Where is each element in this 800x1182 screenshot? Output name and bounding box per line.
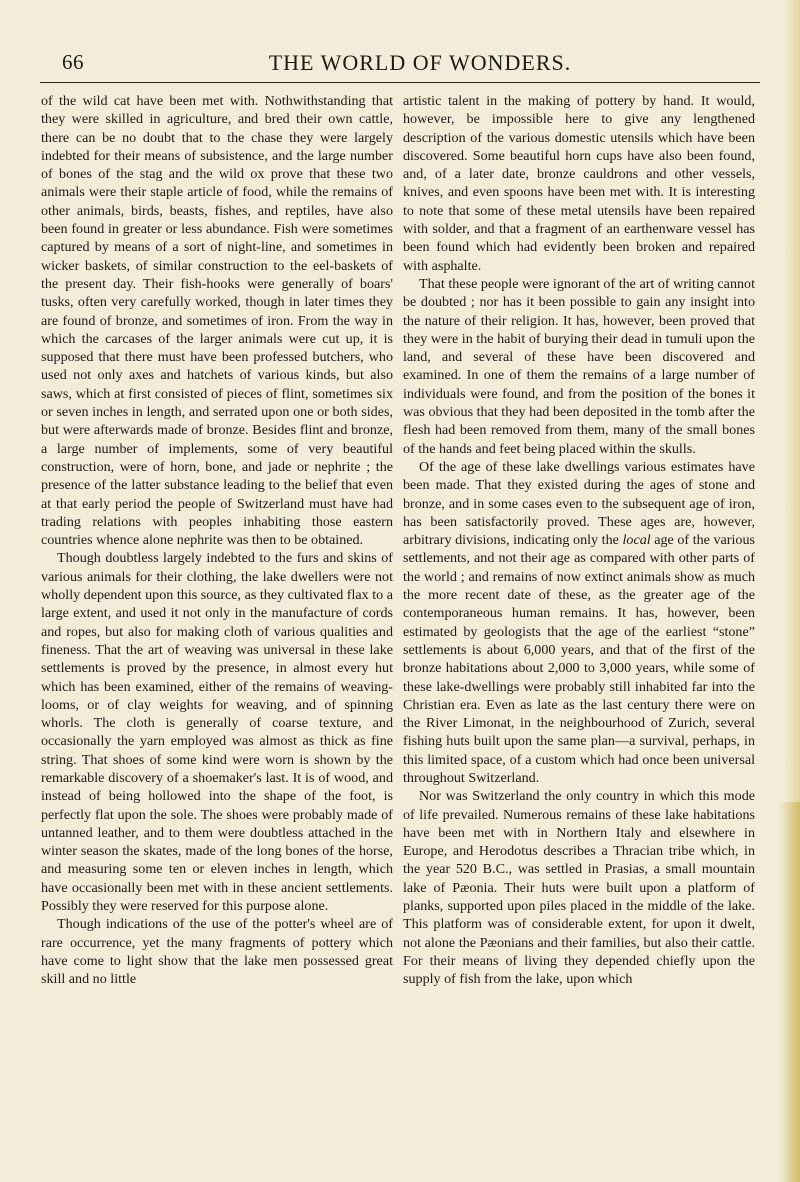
right-column: [403, 92, 755, 989]
paragraph: Nor was Switzerland the only country in which this mode of life prevailed. Numerous remains of these lake habitations have been met with in Northern Italy and elsewhere in Europe, and Herodotus describes a Thracian tribe which, in the year 520 B.C., was settled in Prasias, a small mountain lake of Pæonia. Their huts were built upon a platform of planks, supported upon piles placed in the middle of the lake. This platform was of considerable extent, for upon it dwelt, not alone the Pæonians and their families, but also their cattle. For their means of living they depended chiefly upon the supply of fish from the lake, upon which: [403, 788, 755, 988]
left-column: [41, 92, 393, 989]
paragraph: Though doubtless largely indebted to the furs and skins of various animals for their clothing, the lake dwellers were not wholly dependent upon this source, as they cultivated flax to a large extent, and used it not only in the manufacture of cords and ropes, but also for making cloth of various qualities and fineness. That the art of weaving was universal in these lake settlements is proved by the presence, in almost every hut which has been examined, either of the remains of weaving-looms, or of clay weights for weaving, and of spinning whorls. The cloth is generally of coarse texture, and occasionally the yarn employed was almost as thick as fine string. That shoes of some kind were worn is shown by the remarkable discovery of a shoemaker's last. It is of wood, and instead of being hollowed into the shape of the foot, is perfectly flat upon the sole. The shoes were probably made of untanned leather, and to them were doubtless attached in the winter season the skates, made of the long bones of the horse, and measuring some ten or eleven inches in length, which have occasionally been met with in these ancient settlements. Possibly they were reserved for this purpose alone.: [41, 550, 393, 915]
header-rule: [40, 82, 760, 83]
emphasis: local: [622, 532, 651, 549]
paragraph: Of the age of these lake dwellings various estimates have been made. That they existed during the ages of stone and bronze, and in some cases even to the subsequent age of iron, has been satisfactorily proved. These ages are, however, arbitrary divisions, indicating only the local age of the various settlements, and not their age as compared with other parts of the world ; and remains of now extinct animals show as much the more recent date of these, as the greater age of the contemporaneous human remains. It has, however, been estimated by geologists that the age of the earliest “stone” settlements is about 6,000 years, and that of the first of the bronze habitations about 2,000 to 3,000 years, while some of these lake-dwellings were probably still inhabited far into the Christian era. Even as late as the last century there were on the River Limonat, in the neighbourhood of Zurich, several fishing huts built upon the same plan—a survival, perhaps, in this limited space, of a custom which had once been universal throughout Switzerland.: [403, 458, 755, 786]
page-corner-stain: [778, 802, 800, 1182]
running-title: THE WORLD OF WONDERS.: [268, 50, 572, 75]
paragraph: That these people were ignorant of the art of writing cannot be doubted ; nor has it been possible to gain any insight into the nature of their religion. It has, however, been proved that they were in the habit of burying their dead in tumuli upon the land, and several of these have been discovered and examined. In one of them the remains of a large number of individuals were found, and from the position of the bones it was obvious that they had been deposited in the tomb after the flesh had been removed from them, many of the small bones of the hands and feet being placed within the skulls.: [403, 275, 755, 457]
paragraph: of the wild cat have been met with. Nothwithstanding that they were skilled in agriculture, and bred their own cattle, there can be no doubt that to the chase they were largely indebted for their means of subsistence, and the large number of bones of the stag and the wild ox prove that these two animals were their staple article of food, while the remains of other animals, birds, beasts, fishes, and reptiles, have also been found in greater or less abundance. Fish were sometimes captured by means of a sort of night-line, and sometimes in wicker baskets, of similar construction to the eel-baskets of the present day. Their fish-hooks were generally of boars' tusks, often very carefully worked, though in later times they are found of bronze, and sometimes of iron. From the way in which the carcases of the larger animals were cut up, it is supposed that there must have been professed butchers, who used not only axes and hatchets of various kinds, but also saws, which at first consisted of pieces of flint, sometimes six or seven inches in length, and serrated upon one or both sides, but were afterwards made of bronze. Besides flint and bronze, a large number of implements, some of very beautiful construction, were of horn, bone, and jade or nephrite ; the presence of the latter substance leading to the belief that even at that early period the people of Switzerland must have had trading relations with peoples inhabiting those eastern countries whence alone nephrite was then to be obtained.: [41, 93, 393, 549]
paragraph: artistic talent in the making of pottery by hand. It would, however, be impossible here to give any lengthened description of the various domestic utensils which have been discovered. Some beautiful horn cups have also been found, and, of a later date, bronze cauldrons and other vessels, knives, and even spoons have been met with. It is interesting to note that some of these metal utensils have been repaired with solder, and that a fragment of an earthenware vessel has been found which had evidently been broken and repaired with asphalte.: [403, 93, 755, 274]
page-number: 66: [62, 50, 84, 74]
paragraph: Though indications of the use of the potter's wheel are of rare occurrence, yet the many fragments of pottery which have come to light show that the lake men possessed great skill and no little: [41, 916, 393, 988]
page-header: [40, 50, 760, 76]
